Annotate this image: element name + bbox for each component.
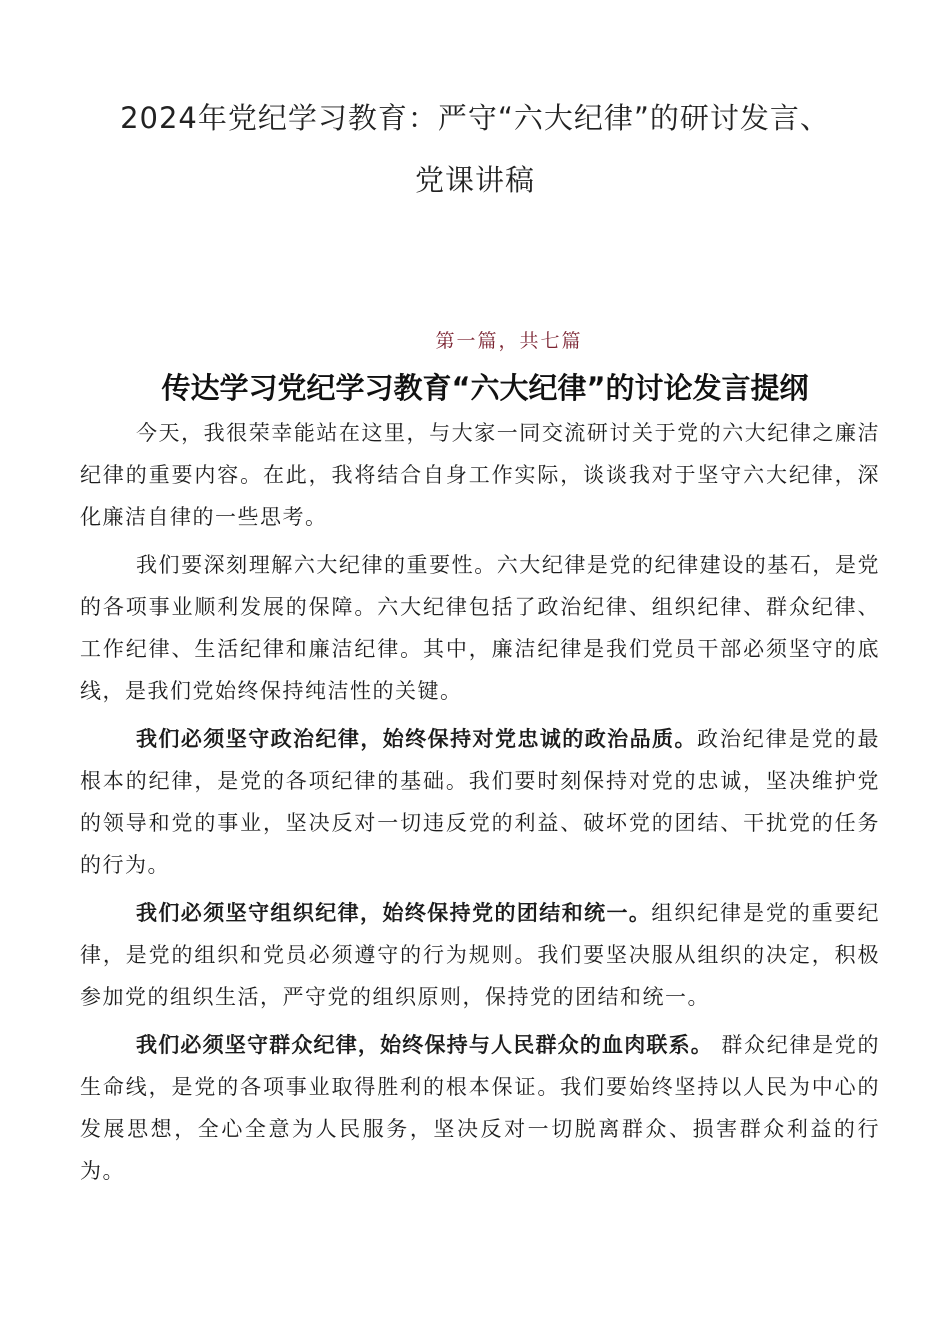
paragraph-text: 组织纪律是党的重要纪律，是党的组织和党员必须遵守的行为规则。我们要坚决服从组织的决定，积极参加党的组织生活，严守党的组织原则，保持党的团结和统一。 <box>80 901 880 1009</box>
document-title-line-1: 2024年党纪学习教育：严守“六大纪律”的研讨发言、 <box>120 101 830 135</box>
document-body <box>80 412 880 1198</box>
paragraph-text: 政治纪律是党的最根本的纪律，是党的各项纪律的基础。我们要时刻保持对党的忠诚，坚决维护党的领导和党的事业，坚决反对一切违反党的利益、破坏党的团结、干扰党的任务的行为。 <box>80 727 880 877</box>
document-title-line-2: 党课讲稿 <box>414 163 535 197</box>
paragraph-3 <box>80 718 880 886</box>
section-title: 传达学习党纪学习教育“六大纪律”的讨论发言提纲 <box>161 371 809 405</box>
paragraph-text: 我们要深刻理解六大纪律的重要性。六大纪律是党的纪律建设的基石，是党的各项事业顺利发展的保障。六大纪律包括了政治纪律、组织纪律、群众纪律、工作纪律、生活纪律和廉洁纪律。其中，廉洁纪律是我们党员干部必须坚守的底线，是我们党始终保持纯洁性的关键。 <box>80 553 880 703</box>
paragraph-text: 群众纪律是党的生命线，是党的各项事业取得胜利的根本保证。我们要始终坚持以人民为中心的发展思想，全心全意为人民服务，坚决反对一切脱离群众、损害群众利益的行为。 <box>80 1033 880 1183</box>
paragraph-5 <box>80 1024 880 1192</box>
paragraph-1 <box>80 412 880 538</box>
paragraph-2 <box>80 544 880 712</box>
paragraph-4 <box>80 892 880 1018</box>
paragraph-lead: 我们必须坚守群众纪律，始终保持与人民群众的血肉联系。 <box>136 1033 713 1057</box>
paragraph-lead: 我们必须坚守政治纪律，始终保持对党忠诚的政治品质。 <box>136 727 697 751</box>
section-label: 第一篇，共七篇 <box>435 330 583 352</box>
paragraph-lead: 我们必须坚守组织纪律，始终保持党的团结和统一。 <box>136 901 652 925</box>
paragraph-text: 今天，我很荣幸能站在这里，与大家一同交流研讨关于党的六大纪律之廉洁纪律的重要内容。在此，我将结合自身工作实际，谈谈我对于坚守六大纪律，深化廉洁自律的一些思考。 <box>80 421 880 529</box>
